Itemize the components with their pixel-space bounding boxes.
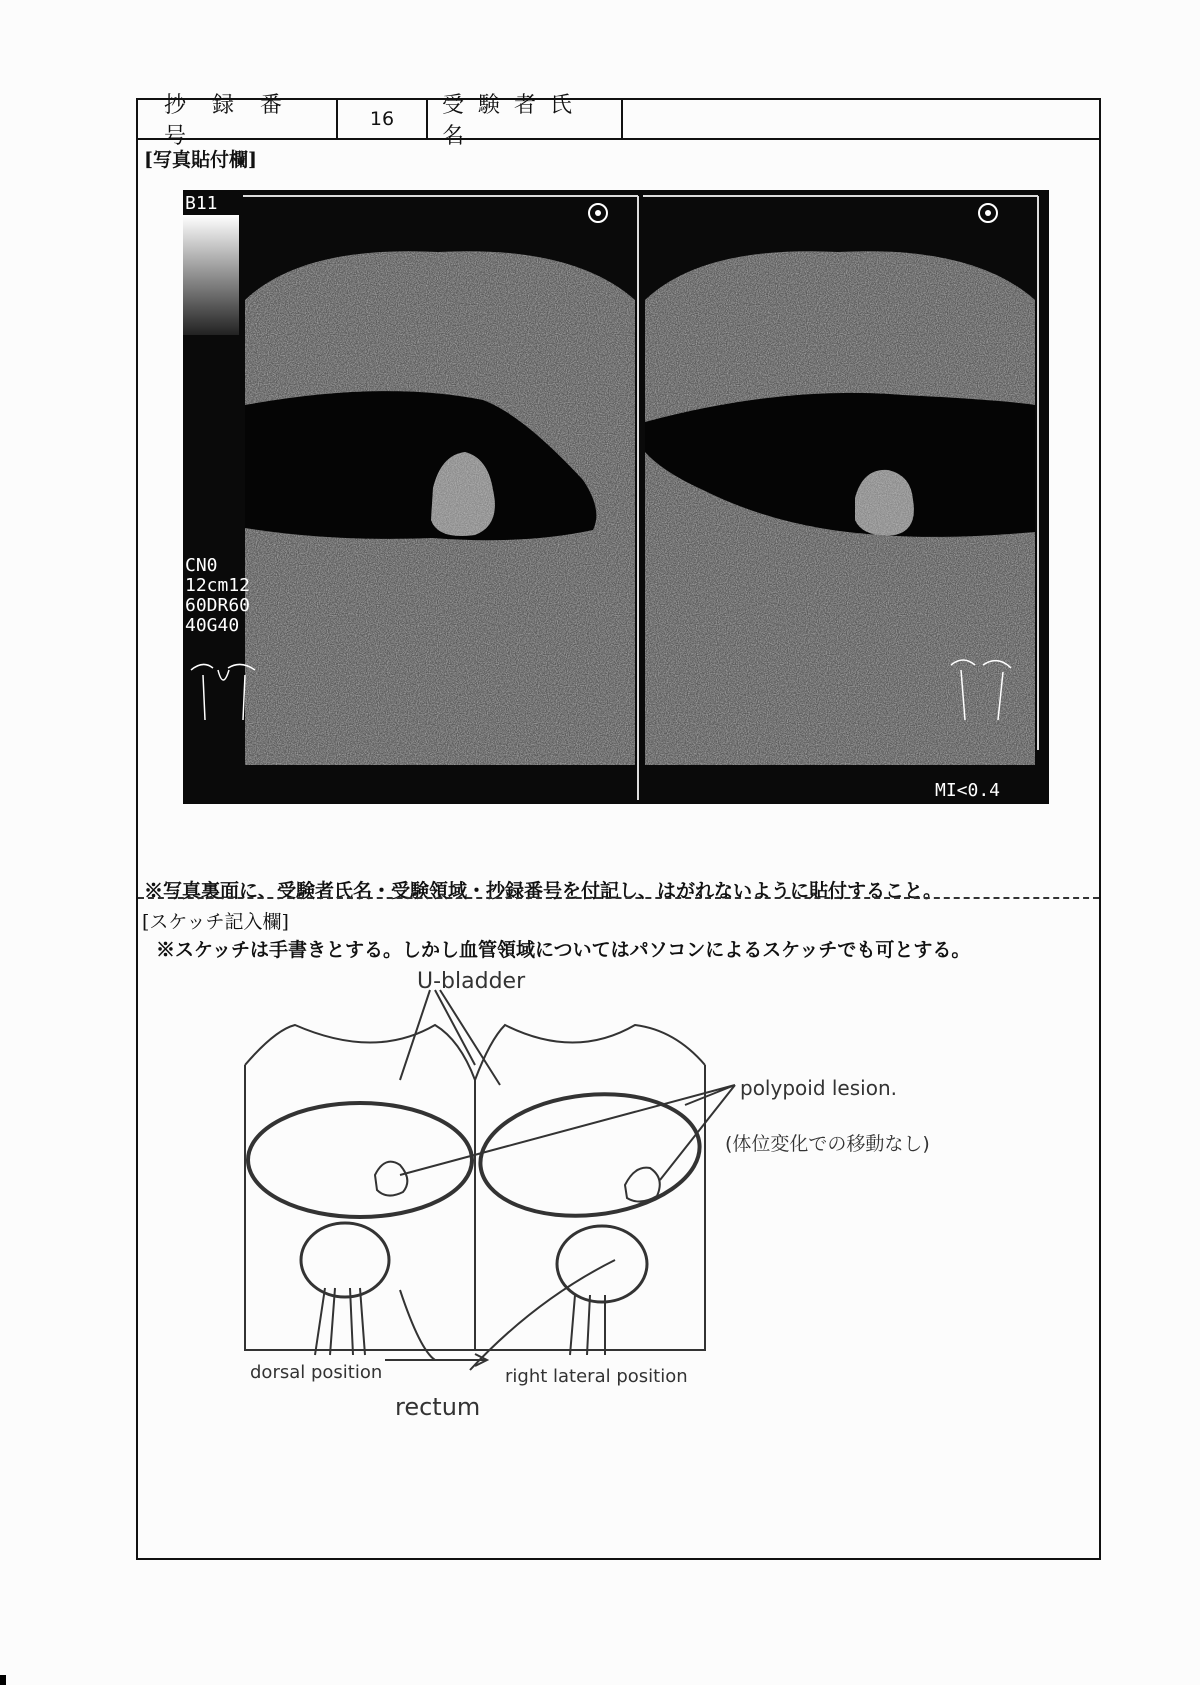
examinee-name-label: 受験者氏名	[428, 100, 623, 138]
scan-edge-mark	[0, 1675, 6, 1685]
label-rectum: rectum	[395, 1393, 481, 1421]
sketch-section-title: [スケッチ記入欄]	[142, 911, 289, 933]
hand-sketch	[235, 970, 1095, 1430]
record-no-label: 抄録番号	[138, 100, 338, 138]
examinee-name-value	[623, 100, 1099, 138]
record-no-value: 16	[338, 100, 428, 138]
photo-note: ※写真裏面に、受験者氏名・受験領域・抄録番号を付記し、はがれないように貼付すること。	[144, 880, 943, 902]
overlay-param-1: CN0	[185, 555, 218, 576]
header-row	[138, 93, 1099, 149]
overlay-param-2: 12cm12	[185, 575, 251, 596]
section-divider	[138, 897, 1099, 899]
label-lesion-note: (体位変化での移動なし)	[725, 1133, 930, 1155]
overlay-param-3: 60DR60	[185, 595, 251, 616]
label-dorsal: dorsal position	[250, 1362, 383, 1383]
overlay-param-4: 40G40	[185, 615, 240, 636]
overlay-mi: MI<0.4	[935, 780, 1001, 801]
sketch-note: ※スケッチは手書きとする。しかし血管領域についてはパソコンによるスケッチでも可とする。	[156, 939, 971, 961]
overlay-top-left: B11	[185, 193, 218, 214]
ultrasound-photo	[183, 190, 1049, 804]
label-lesion: polypoid lesion.	[740, 1076, 897, 1100]
ultrasound-image	[183, 190, 1049, 804]
label-bladder: U-bladder	[417, 970, 526, 994]
label-lateral: right lateral position	[505, 1366, 688, 1387]
photo-section-title: [写真貼付欄]	[144, 149, 257, 171]
